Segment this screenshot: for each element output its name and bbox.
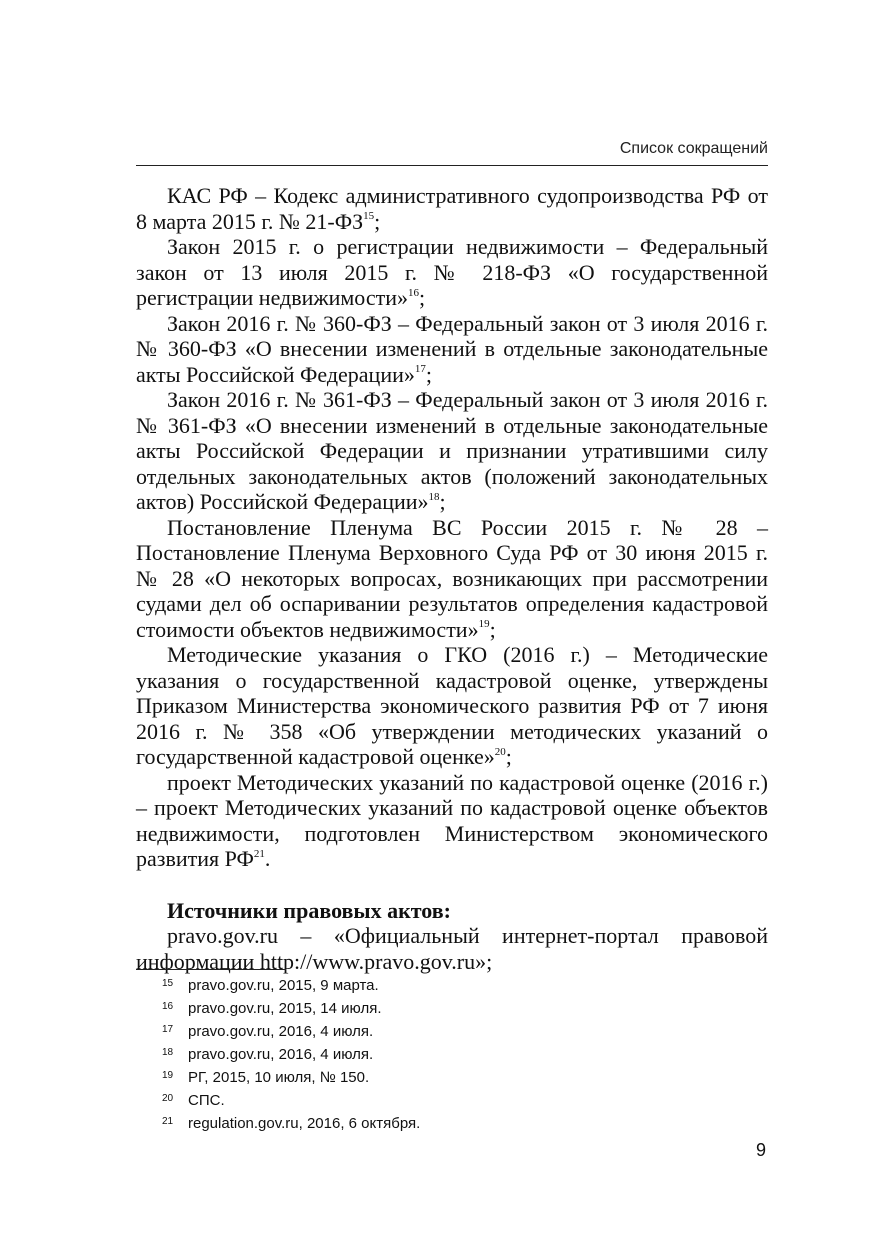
- footnote: [162, 975, 762, 998]
- entry-tail: ;: [419, 285, 426, 310]
- footnote-ref[interactable]: 20: [494, 745, 506, 758]
- footnote: [162, 1044, 762, 1067]
- entry-tail: .: [264, 846, 271, 871]
- sources-heading: Источники правовых актов:: [167, 897, 451, 923]
- entry-text: Постановление Пленума ВС России 2015 г. № 28 – Постановление Пленума Верховного Суда РФ от 30 июня 2015 г. № 28 «О некоторых вопросах, возникающих при рассмотрении судами дел об оспаривании результатов определения кадастровой стоимости объектов недвижимости»: [136, 514, 768, 642]
- abbreviation-entry: [136, 387, 768, 515]
- footnote-text: pravo.gov.ru, 2015, 9 марта.: [188, 977, 379, 994]
- footnote-text: regulation.gov.ru, 2016, 6 октября.: [188, 1115, 421, 1132]
- abbreviation-entry: [136, 183, 768, 234]
- entry-text: проект Методических указаний по кадастровой оценке (2016 г.) – проект Методических указаний по кадастровой оценке объектов недвижимости, подготовлен Министерством экономического развития РФ: [136, 769, 768, 871]
- abbreviation-entry: [136, 234, 768, 311]
- footnote-number: 21: [162, 1116, 174, 1127]
- abbreviation-entry: [136, 515, 768, 643]
- footnote-text: СПС.: [188, 1092, 225, 1109]
- footnote-text: pravo.gov.ru, 2015, 14 июля.: [188, 1000, 382, 1017]
- footnote-number: 19: [162, 1070, 174, 1081]
- footnote-text: РГ, 2015, 10 июля, № 150.: [188, 1069, 370, 1086]
- footnotes: [162, 975, 762, 1136]
- footnote: [162, 1113, 762, 1136]
- footnote-ref[interactable]: 17: [414, 363, 426, 376]
- entry-tail: ;: [505, 744, 512, 769]
- entry-text: Закон 2015 г. о регистрации недвижимости – Федеральный закон от 13 июля 2015 г. № 218-ФЗ «О государственной регистрации недвижимости»: [136, 234, 768, 310]
- header-rule: [136, 165, 768, 166]
- footnote-ref[interactable]: 15: [363, 210, 375, 223]
- footnote: [162, 1067, 762, 1090]
- footnote-text: pravo.gov.ru, 2016, 4 июля.: [188, 1046, 374, 1063]
- footnote-number: 17: [162, 1024, 174, 1035]
- footnote-ref[interactable]: 19: [478, 618, 490, 631]
- page-number: 9: [755, 1140, 766, 1160]
- entry-text: КАС РФ – Кодекс административного судопроизводства РФ от 8 марта 2015 г. № 21-ФЗ: [136, 183, 768, 234]
- abbreviation-entry: [136, 642, 768, 770]
- footnote-ref[interactable]: 21: [253, 847, 265, 860]
- footnote-ref[interactable]: 16: [408, 286, 419, 299]
- entry-tail: ;: [489, 616, 496, 642]
- footnote-rule: [136, 969, 286, 970]
- footnote-number: 16: [162, 1001, 174, 1012]
- footnote: [162, 998, 762, 1021]
- entry-tail: ;: [374, 208, 381, 234]
- entry-text: Методические указания о ГКО (2016 г.) – Методические указания о государственной кадастровой оценке, утверждены Приказом Министерства экономического развития РФ от 7 июня 2016 г. № 358 «Об утверждении методических указаний о государственной кадастровой оценке»: [136, 642, 768, 769]
- entry-tail: ;: [425, 361, 433, 387]
- entry-text: Закон 2016 г. № 360-ФЗ – Федеральный закон от 3 июля 2016 г. № 360-ФЗ «О внесении изменений в отдельные законодательные акты Российской Федерации»: [136, 310, 768, 387]
- sources-entry: pravo.gov.ru – «Официальный интернет-портал правовой информации http://www.pravo.gov.ru»;: [136, 923, 768, 974]
- abbreviation-entry: [136, 770, 768, 872]
- footnote-text: pravo.gov.ru, 2016, 4 июля.: [188, 1023, 374, 1040]
- abbreviation-entry: [136, 311, 768, 388]
- entry-tail: ;: [439, 489, 446, 514]
- footnote-number: 20: [162, 1093, 174, 1104]
- abbreviations-list: [136, 183, 768, 974]
- entry-text: Закон 2016 г. № 361-ФЗ – Федеральный закон от 3 июля 2016 г. № 361-ФЗ «О внесении изменений в отдельные законодательные акты Российской Федерации и признании утратившими силу отдельных законодательных актов (положений законодательных актов) Российской Федерации»: [136, 387, 768, 514]
- footnote: [162, 1090, 762, 1113]
- running-header: Список сокращений: [619, 140, 768, 157]
- footnote-number: 18: [162, 1047, 174, 1058]
- footnote: [162, 1021, 762, 1044]
- footnote-ref[interactable]: 18: [428, 490, 440, 503]
- footnote-number: 15: [162, 978, 174, 989]
